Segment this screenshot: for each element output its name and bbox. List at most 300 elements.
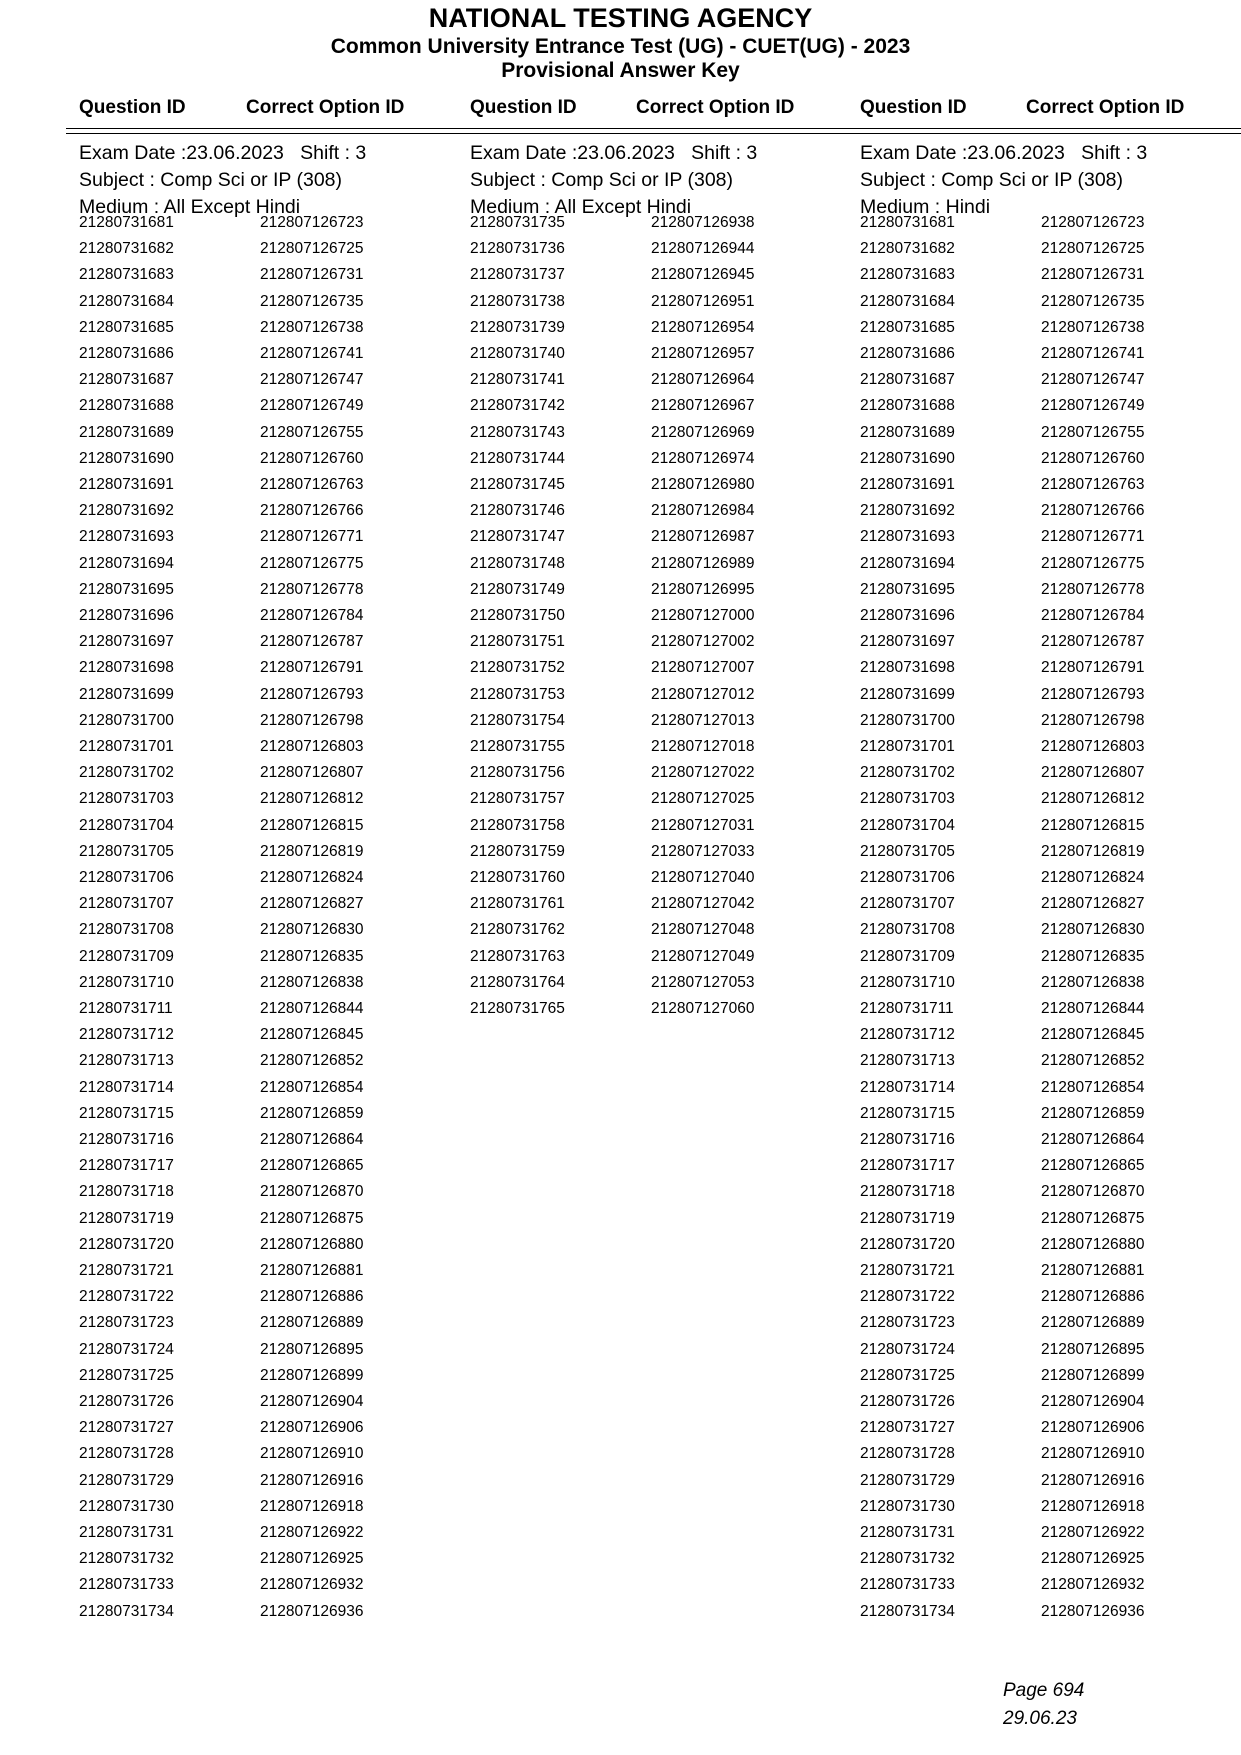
correct-option-id: 212807126969	[651, 423, 755, 441]
correct-option-id: 212807126798	[260, 711, 364, 729]
question-id: 21280731723	[860, 1314, 955, 1332]
question-id: 21280731688	[79, 397, 174, 415]
question-id: 21280731731	[79, 1524, 174, 1541]
question-id: 21280731706	[79, 869, 174, 886]
correct-option-id: 212807126835	[260, 947, 364, 965]
answer-key-block	[860, 140, 1240, 1620]
correct-option-id: 212807126763	[260, 476, 364, 493]
question-id: 21280731708	[79, 921, 174, 939]
correct-option-id: 212807126904	[1041, 1393, 1145, 1410]
question-id: 21280731725	[79, 1366, 174, 1384]
correct-option-id: 212807126830	[1041, 921, 1145, 939]
correct-option-id: 212807126899	[1041, 1366, 1145, 1384]
document-title: Provisional Answer Key	[501, 59, 740, 82]
question-id: 21280731728	[860, 1445, 955, 1463]
medium: Medium : Hindi	[860, 196, 991, 218]
correct-option-id: 212807126791	[260, 659, 364, 677]
question-id-header: Question ID	[470, 97, 577, 118]
correct-option-id: 212807127022	[651, 764, 755, 782]
question-id: 21280731727	[860, 1419, 955, 1437]
correct-option-id: 212807126910	[1041, 1445, 1145, 1463]
question-id: 21280731743	[470, 423, 565, 441]
question-id: 21280731699	[860, 685, 955, 703]
correct-option-id: 212807126895	[1041, 1340, 1145, 1358]
correct-option-id: 212807126812	[260, 790, 364, 808]
question-id: 21280731694	[79, 554, 174, 572]
correct-option-id: 212807126830	[260, 921, 364, 939]
question-id: 21280731726	[79, 1393, 174, 1410]
question-id: 21280731744	[470, 449, 565, 467]
question-id: 21280731704	[860, 816, 955, 834]
correct-option-id: 212807126824	[260, 869, 364, 886]
correct-option-id: 212807126738	[1041, 318, 1145, 336]
question-id: 21280731764	[470, 973, 565, 991]
correct-option-id: 212807126807	[1041, 764, 1145, 782]
question-id: 21280731684	[79, 292, 174, 310]
correct-option-id: 212807126803	[260, 738, 364, 755]
question-id: 21280731709	[860, 947, 955, 965]
question-id: 21280731720	[79, 1235, 174, 1253]
question-id: 21280731732	[79, 1550, 174, 1568]
correct-option-id: 212807126865	[260, 1157, 364, 1175]
question-id: 21280731716	[79, 1131, 174, 1148]
correct-option-id: 212807126854	[260, 1078, 364, 1096]
question-id: 21280731708	[860, 921, 955, 939]
correct-option-id: 212807126775	[1041, 554, 1145, 572]
correct-option-id: 212807126870	[1041, 1183, 1145, 1201]
question-id-header: Question ID	[860, 97, 967, 118]
exam-date: Exam Date :23.06.2023	[470, 142, 675, 164]
correct-option-id: 212807126778	[1041, 580, 1145, 598]
question-id: 21280731751	[470, 633, 565, 651]
question-id: 21280731713	[79, 1052, 174, 1070]
correct-option-id: 212807126815	[260, 816, 364, 834]
question-id: 21280731730	[860, 1497, 955, 1515]
correct-option-id: 212807126784	[260, 607, 364, 624]
correct-option-id: 212807126886	[260, 1288, 364, 1306]
correct-option-id: 212807126738	[260, 318, 364, 336]
question-id: 21280731709	[79, 947, 174, 965]
correct-option-id: 212807126763	[1041, 476, 1145, 493]
subject: Subject : Comp Sci or IP (308)	[79, 169, 343, 191]
question-id: 21280731721	[79, 1262, 174, 1279]
answer-key-block	[470, 140, 850, 1017]
question-id: 21280731753	[470, 685, 565, 703]
correct-option-id: 212807126922	[260, 1524, 364, 1541]
correct-option-id: 212807127031	[651, 816, 755, 834]
correct-option-id: 212807126845	[1041, 1026, 1145, 1044]
correct-option-id: 212807126925	[260, 1550, 364, 1568]
question-id: 21280731700	[79, 711, 174, 729]
question-id: 21280731745	[470, 476, 565, 493]
correct-option-id: 212807126824	[1041, 869, 1145, 886]
question-id: 21280731734	[860, 1602, 955, 1620]
question-id: 21280731702	[860, 764, 955, 782]
page-number: Page 694	[1003, 1680, 1085, 1701]
correct-option-id: 212807127042	[651, 895, 755, 913]
question-id: 21280731689	[79, 423, 174, 441]
correct-option-id: 212807126932	[1041, 1576, 1145, 1594]
correct-option-id: 212807126964	[651, 371, 755, 389]
correct-option-id: 212807126741	[1041, 345, 1145, 362]
correct-option-id: 212807126812	[1041, 790, 1145, 808]
correct-option-id-header: Correct Option ID	[636, 97, 795, 118]
correct-option-id: 212807126954	[651, 318, 755, 336]
correct-option-id: 212807126886	[1041, 1288, 1145, 1306]
question-id: 21280731702	[79, 764, 174, 782]
correct-option-id: 212807127007	[651, 659, 755, 677]
question-id: 21280731698	[79, 659, 174, 677]
exam-date-shift	[470, 140, 850, 167]
question-id: 21280731765	[470, 1000, 565, 1017]
question-id: 21280731685	[79, 318, 174, 336]
question-id: 21280731710	[860, 973, 955, 991]
correct-option-id: 212807126957	[651, 345, 755, 362]
correct-option-id: 212807126735	[1041, 292, 1145, 310]
correct-option-id: 212807126766	[260, 502, 364, 520]
question-id: 21280731693	[860, 528, 955, 546]
correct-option-id: 212807126725	[260, 240, 364, 258]
correct-option-id: 212807126791	[1041, 659, 1145, 677]
question-id: 21280731687	[860, 371, 955, 389]
correct-option-id: 212807126793	[1041, 685, 1145, 703]
correct-option-id: 212807126918	[1041, 1497, 1145, 1515]
question-id: 21280731706	[860, 869, 955, 886]
correct-option-id: 212807126925	[1041, 1550, 1145, 1568]
question-id: 21280731718	[79, 1183, 174, 1201]
correct-option-id: 212807126852	[1041, 1052, 1145, 1070]
question-id: 21280731698	[860, 659, 955, 677]
question-id: 21280731701	[79, 738, 174, 755]
question-id: 21280731700	[860, 711, 955, 729]
correct-option-id: 212807127025	[651, 790, 755, 808]
question-id: 21280731711	[860, 1000, 954, 1017]
question-id: 21280731687	[79, 371, 174, 389]
shift: Shift : 3	[691, 142, 758, 164]
correct-option-id: 212807126974	[651, 449, 755, 467]
question-id: 21280731684	[860, 292, 955, 310]
header-divider	[66, 128, 1241, 129]
question-id: 21280731752	[470, 659, 565, 677]
correct-option-id: 212807126995	[651, 580, 755, 598]
question-id: 21280731714	[79, 1078, 174, 1096]
correct-option-id: 212807126870	[260, 1183, 364, 1201]
question-id: 21280731722	[860, 1288, 955, 1306]
question-id: 21280731681	[79, 214, 174, 231]
correct-option-id: 212807126938	[651, 214, 755, 231]
correct-option-id: 212807126864	[1041, 1131, 1145, 1148]
question-id: 21280731720	[860, 1235, 955, 1253]
correct-option-id: 212807126784	[1041, 607, 1145, 624]
correct-option-id: 212807126835	[1041, 947, 1145, 965]
question-id: 21280731727	[79, 1419, 174, 1437]
question-id-header: Question ID	[79, 97, 186, 118]
question-id: 21280731725	[860, 1366, 955, 1384]
question-id: 21280731697	[860, 633, 955, 651]
correct-option-id: 212807127013	[651, 711, 755, 729]
question-id: 21280731731	[860, 1524, 955, 1541]
question-id: 21280731754	[470, 711, 565, 729]
question-id: 21280731746	[470, 502, 565, 520]
question-id: 21280731730	[79, 1497, 174, 1515]
correct-option-id: 212807126899	[260, 1366, 364, 1384]
question-id: 21280731713	[860, 1052, 955, 1070]
question-id: 21280731757	[470, 790, 565, 808]
correct-option-id: 212807126827	[1041, 895, 1145, 913]
correct-option-id: 212807126819	[260, 842, 364, 860]
question-id: 21280731732	[860, 1550, 955, 1568]
question-id: 21280731685	[860, 318, 955, 336]
question-id: 21280731690	[79, 449, 174, 467]
correct-option-id: 212807126910	[260, 1445, 364, 1463]
question-id: 21280731686	[79, 345, 174, 362]
question-id: 21280731697	[79, 633, 174, 651]
correct-option-id: 212807126906	[1041, 1419, 1145, 1437]
correct-option-id: 212807126967	[651, 397, 755, 415]
correct-option-id: 212807126760	[260, 449, 364, 467]
question-id: 21280731724	[79, 1340, 174, 1358]
correct-option-id-header: Correct Option ID	[246, 97, 405, 118]
question-id: 21280731703	[79, 790, 174, 808]
medium: Medium : All Except Hindi	[470, 196, 692, 218]
correct-option-id: 212807126749	[260, 397, 364, 415]
question-id: 21280731712	[79, 1026, 174, 1044]
correct-option-id: 212807126864	[260, 1131, 364, 1148]
question-id: 21280731728	[79, 1445, 174, 1463]
question-id: 21280731718	[860, 1183, 955, 1201]
question-id: 21280731722	[79, 1288, 174, 1306]
answer-key-block	[79, 140, 459, 1620]
question-id: 21280731691	[860, 476, 955, 493]
question-id: 21280731721	[860, 1262, 955, 1279]
question-id: 21280731763	[470, 947, 565, 965]
question-id: 21280731707	[860, 895, 955, 913]
correct-option-id: 212807126859	[260, 1104, 364, 1122]
correct-option-id: 212807126880	[260, 1235, 364, 1253]
correct-option-id: 212807126838	[1041, 973, 1145, 991]
question-id: 21280731699	[79, 685, 174, 703]
question-id: 21280731717	[860, 1157, 955, 1175]
question-id: 21280731715	[79, 1104, 174, 1122]
correct-option-id: 212807126771	[1041, 528, 1145, 546]
question-id: 21280731741	[470, 371, 565, 389]
question-id: 21280731719	[79, 1209, 174, 1227]
correct-option-id: 212807126859	[1041, 1104, 1145, 1122]
question-id: 21280731723	[79, 1314, 174, 1332]
question-id: 21280731758	[470, 816, 565, 834]
correct-option-id: 212807126747	[260, 371, 364, 389]
correct-option-id: 212807126787	[260, 633, 364, 651]
correct-option-id: 212807126819	[1041, 842, 1145, 860]
question-id: 21280731750	[470, 607, 565, 624]
question-id: 21280731701	[860, 738, 955, 755]
question-id: 21280731735	[470, 214, 565, 231]
question-id: 21280731733	[860, 1576, 955, 1594]
correct-option-id: 212807127053	[651, 973, 755, 991]
correct-option-id: 212807126725	[1041, 240, 1145, 258]
correct-option-id: 212807126771	[260, 528, 364, 546]
correct-option-id: 212807126747	[1041, 371, 1145, 389]
exam-title: Common University Entrance Test (UG) - CUET(UG) - 2023	[330, 35, 911, 58]
question-id: 21280731695	[79, 580, 174, 598]
correct-option-id: 212807126741	[260, 345, 364, 362]
question-id: 21280731719	[860, 1209, 955, 1227]
correct-option-id: 212807127012	[651, 685, 755, 703]
question-id: 21280731761	[470, 895, 565, 913]
correct-option-id: 212807126936	[260, 1602, 364, 1620]
correct-option-id: 212807126916	[1041, 1471, 1145, 1489]
correct-option-id: 212807126984	[651, 502, 755, 520]
correct-option-id: 212807126731	[260, 266, 364, 284]
question-id: 21280731756	[470, 764, 565, 782]
correct-option-id: 212807126906	[260, 1419, 364, 1437]
correct-option-id: 212807126916	[260, 1471, 364, 1489]
correct-option-id: 212807127060	[651, 1000, 755, 1017]
correct-option-id: 212807126731	[1041, 266, 1145, 284]
question-id: 21280731762	[470, 921, 565, 939]
question-id: 21280731704	[79, 816, 174, 834]
question-id: 21280731734	[79, 1602, 174, 1620]
shift: Shift : 3	[300, 142, 367, 164]
question-id: 21280731738	[470, 292, 565, 310]
correct-option-id: 212807126798	[1041, 711, 1145, 729]
question-id: 21280731682	[860, 240, 955, 258]
correct-option-id: 212807126854	[1041, 1078, 1145, 1096]
question-id: 21280731747	[470, 528, 565, 546]
question-id: 21280731710	[79, 973, 174, 991]
shift: Shift : 3	[1081, 142, 1148, 164]
correct-option-id: 212807126838	[260, 973, 364, 991]
correct-option-id: 212807126875	[260, 1209, 364, 1227]
correct-option-id: 212807126980	[651, 476, 755, 493]
question-id: 21280731707	[79, 895, 174, 913]
correct-option-id: 212807126755	[1041, 423, 1145, 441]
correct-option-id: 212807126936	[1041, 1602, 1145, 1620]
correct-option-id: 212807126922	[1041, 1524, 1145, 1541]
correct-option-id: 212807126775	[260, 554, 364, 572]
correct-option-id: 212807127040	[651, 869, 755, 886]
question-id: 21280731760	[470, 869, 565, 886]
correct-option-id: 212807126944	[651, 240, 755, 258]
correct-option-id: 212807126778	[260, 580, 364, 598]
correct-option-id: 212807126875	[1041, 1209, 1145, 1227]
correct-option-id: 212807126845	[260, 1026, 364, 1044]
medium: Medium : All Except Hindi	[79, 196, 301, 218]
question-id: 21280731717	[79, 1157, 174, 1175]
question-id: 21280731759	[470, 842, 565, 860]
question-id: 21280731692	[860, 502, 955, 520]
correct-option-id: 212807126766	[1041, 502, 1145, 520]
question-id: 21280731729	[860, 1471, 955, 1489]
question-id: 21280731703	[860, 790, 955, 808]
correct-option-id: 212807126723	[1041, 214, 1145, 231]
question-id: 21280731711	[79, 1000, 173, 1017]
correct-option-id-header: Correct Option ID	[1026, 97, 1185, 118]
question-id: 21280731740	[470, 345, 565, 362]
question-id: 21280731681	[860, 214, 955, 231]
correct-option-id: 212807126889	[1041, 1314, 1145, 1332]
question-id: 21280731716	[860, 1131, 955, 1148]
subject: Subject : Comp Sci or IP (308)	[470, 169, 734, 191]
correct-option-id: 212807127002	[651, 633, 755, 651]
correct-option-id: 212807127018	[651, 738, 755, 755]
question-id: 21280731696	[79, 607, 174, 624]
correct-option-id: 212807126755	[260, 423, 364, 441]
correct-option-id: 212807126827	[260, 895, 364, 913]
exam-date: Exam Date :23.06.2023	[860, 142, 1065, 164]
question-id: 21280731749	[470, 580, 565, 598]
exam-date-shift	[860, 140, 1240, 167]
exam-date-shift	[79, 140, 459, 167]
question-id: 21280731683	[860, 266, 955, 284]
correct-option-id: 212807126881	[260, 1262, 364, 1279]
correct-option-id: 212807126807	[260, 764, 364, 782]
question-id: 21280731705	[79, 842, 174, 860]
header-divider	[66, 133, 1241, 134]
correct-option-id: 212807126904	[260, 1393, 364, 1410]
exam-date: Exam Date :23.06.2023	[79, 142, 284, 164]
question-id: 21280731688	[860, 397, 955, 415]
question-id: 21280731733	[79, 1576, 174, 1594]
correct-option-id: 212807126852	[260, 1052, 364, 1070]
question-id: 21280731726	[860, 1393, 955, 1410]
correct-option-id: 212807126803	[1041, 738, 1145, 755]
correct-option-id: 212807126760	[1041, 449, 1145, 467]
question-id: 21280731693	[79, 528, 174, 546]
correct-option-id: 212807127000	[651, 607, 755, 624]
question-id: 21280731736	[470, 240, 565, 258]
correct-option-id: 212807126987	[651, 528, 755, 546]
agency-title: NATIONAL TESTING AGENCY	[428, 3, 813, 33]
correct-option-id: 212807126844	[1041, 1000, 1145, 1017]
correct-option-id: 212807126749	[1041, 397, 1145, 415]
correct-option-id: 212807126787	[1041, 633, 1145, 651]
question-id: 21280731714	[860, 1078, 955, 1096]
correct-option-id: 212807126889	[260, 1314, 364, 1332]
question-id: 21280731748	[470, 554, 565, 572]
question-id: 21280731692	[79, 502, 174, 520]
correct-option-id: 212807126723	[260, 214, 364, 231]
question-id: 21280731691	[79, 476, 174, 493]
correct-option-id: 212807126895	[260, 1340, 364, 1358]
correct-option-id: 212807127033	[651, 842, 755, 860]
question-id: 21280731690	[860, 449, 955, 467]
question-id: 21280731694	[860, 554, 955, 572]
question-id: 21280731689	[860, 423, 955, 441]
question-id: 21280731705	[860, 842, 955, 860]
question-id: 21280731695	[860, 580, 955, 598]
question-id: 21280731742	[470, 397, 565, 415]
question-id: 21280731683	[79, 266, 174, 284]
print-date: 29.06.23	[1003, 1708, 1077, 1729]
question-id: 21280731696	[860, 607, 955, 624]
correct-option-id: 212807126793	[260, 685, 364, 703]
correct-option-id: 212807127048	[651, 921, 755, 939]
correct-option-id: 212807126844	[260, 1000, 364, 1017]
question-id: 21280731686	[860, 345, 955, 362]
subject: Subject : Comp Sci or IP (308)	[860, 169, 1124, 191]
correct-option-id: 212807127049	[651, 947, 755, 965]
question-id: 21280731724	[860, 1340, 955, 1358]
question-id: 21280731739	[470, 318, 565, 336]
question-id: 21280731715	[860, 1104, 955, 1122]
correct-option-id: 212807126918	[260, 1497, 364, 1515]
correct-option-id: 212807126735	[260, 292, 364, 310]
question-id: 21280731737	[470, 266, 565, 284]
question-id: 21280731755	[470, 738, 565, 755]
question-id: 21280731712	[860, 1026, 955, 1044]
correct-option-id: 212807126815	[1041, 816, 1145, 834]
